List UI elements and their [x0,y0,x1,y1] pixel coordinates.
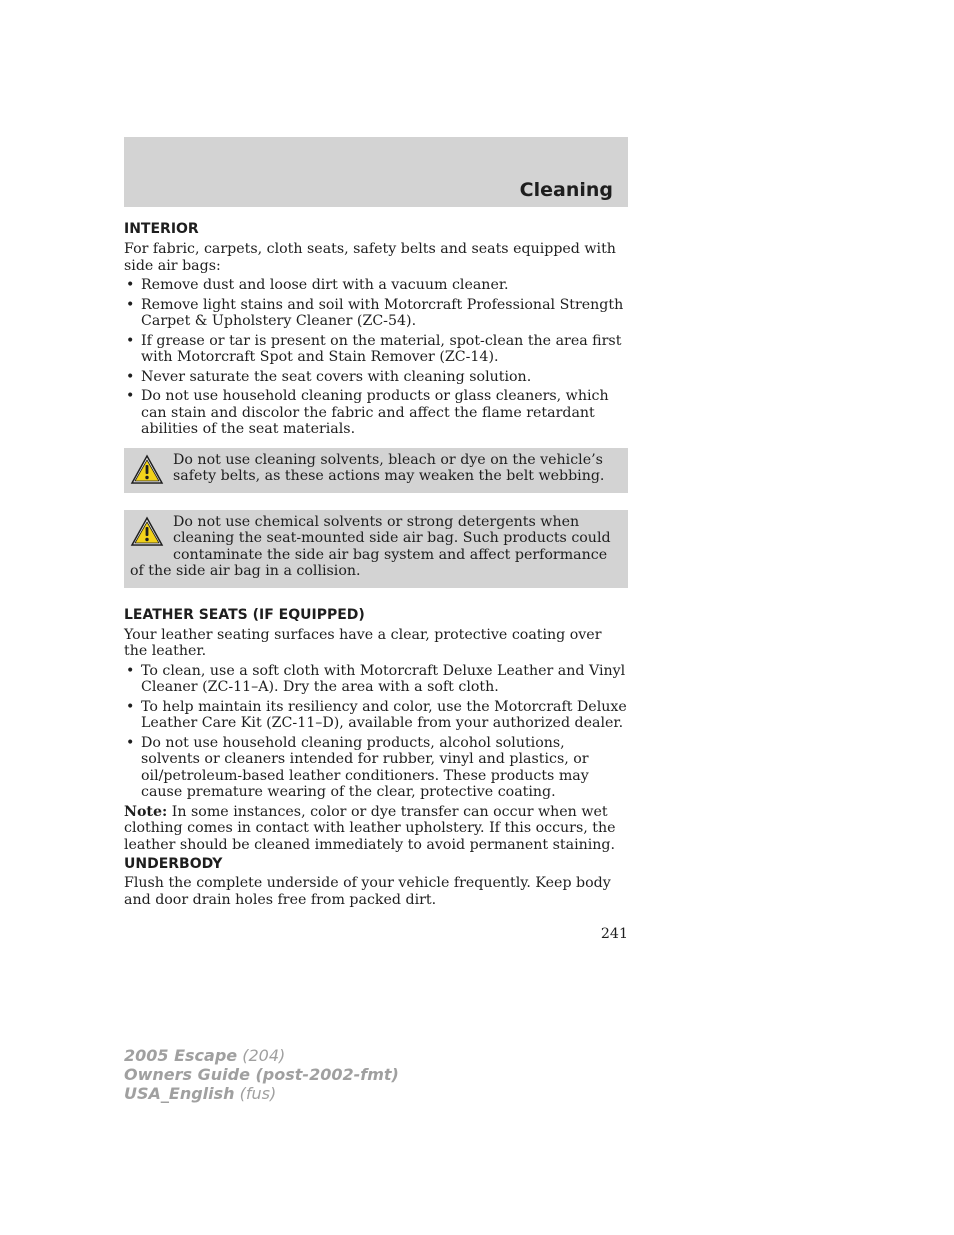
list-item: • To clean, use a soft cloth with Motorcraft Deluxe Leather and Vinyl Cleaner (ZC-11–A). Dry the area with a soft cloth. [126,662,626,695]
list-item: • Do not use household cleaning products or glass cleaners, which can stain and discolor the fabric and affect the flame retardant abilities of the seat materials. [126,388,609,437]
footer-line-1: 2005 Escape (204) [124,1046,286,1065]
page-content [124,221,628,908]
leather-heading: LEATHER SEATS (IF EQUIPPED) [124,606,365,623]
section-title: Cleaning [519,179,613,201]
interior-heading: INTERIOR [124,221,199,237]
document-footer [124,1046,399,1103]
page-number: 241 [600,926,628,942]
interior-intro: For fabric, carpets, cloth seats, safety belts and seats equipped with side air bags: [124,241,616,274]
warning-box-safety-belts [124,448,628,493]
warning-text: Do not use chemical solvents or strong detergents when cleaning the seat-mounted side air bag. Such products could contaminate the side air bag system and affect performance of the side air bag in a collision. [130,513,611,579]
warning-box-side-air-bag [124,510,628,588]
warning-triangle-icon [130,454,164,486]
section-header-bar [124,137,628,207]
warning-triangle-icon [130,516,164,548]
footer-line-2: Owners Guide (post-2002-fmt) [124,1065,399,1084]
underbody-heading: UNDERBODY [124,856,223,872]
list-item: • Never saturate the seat covers with cleaning solution. [126,368,532,385]
list-item: • Do not use household cleaning products, alcohol solutions, solvents or cleaners intended for rubber, vinyl and plastics, or oil/petroleum-based leather conditioners. These products may cause premature wearing of the clear, protective coating. [126,734,589,800]
leather-note [124,804,628,854]
note-text: In some instances, color or dye transfer can occur when wet clothing comes in contact with leather upholstery. If this occurs, the leather should be cleaned immediately to avoid permanent staining. [124,803,616,853]
footer-line-3: USA_English (fus) [124,1084,277,1103]
interior-list [124,277,628,438]
note-label: Note: [124,803,168,820]
list-item: • Remove light stains and soil with Motorcraft Professional Strength Carpet & Upholstery Cleaner (ZC-54). [126,296,624,329]
list-item: • Remove dust and loose dirt with a vacuum cleaner. [126,277,509,293]
list-item: • To help maintain its resiliency and color, use the Motorcraft Deluxe Leather Care Kit (ZC-11–D), available from your authorized dealer. [126,698,627,731]
list-item: • If grease or tar is present on the material, spot-clean the area first with Motorcraft Spot and Stain Remover (ZC-14). [126,332,622,365]
leather-list [124,663,628,801]
leather-intro: Your leather seating surfaces have a clear, protective coating over the leather. [124,626,602,659]
underbody-text: Flush the complete underside of your vehicle frequently. Keep body and door drain holes free from packed dirt. [124,875,611,908]
warning-text: Do not use cleaning solvents, bleach or dye on the vehicle’s safety belts, as these actions may weaken the belt webbing. [173,451,605,484]
